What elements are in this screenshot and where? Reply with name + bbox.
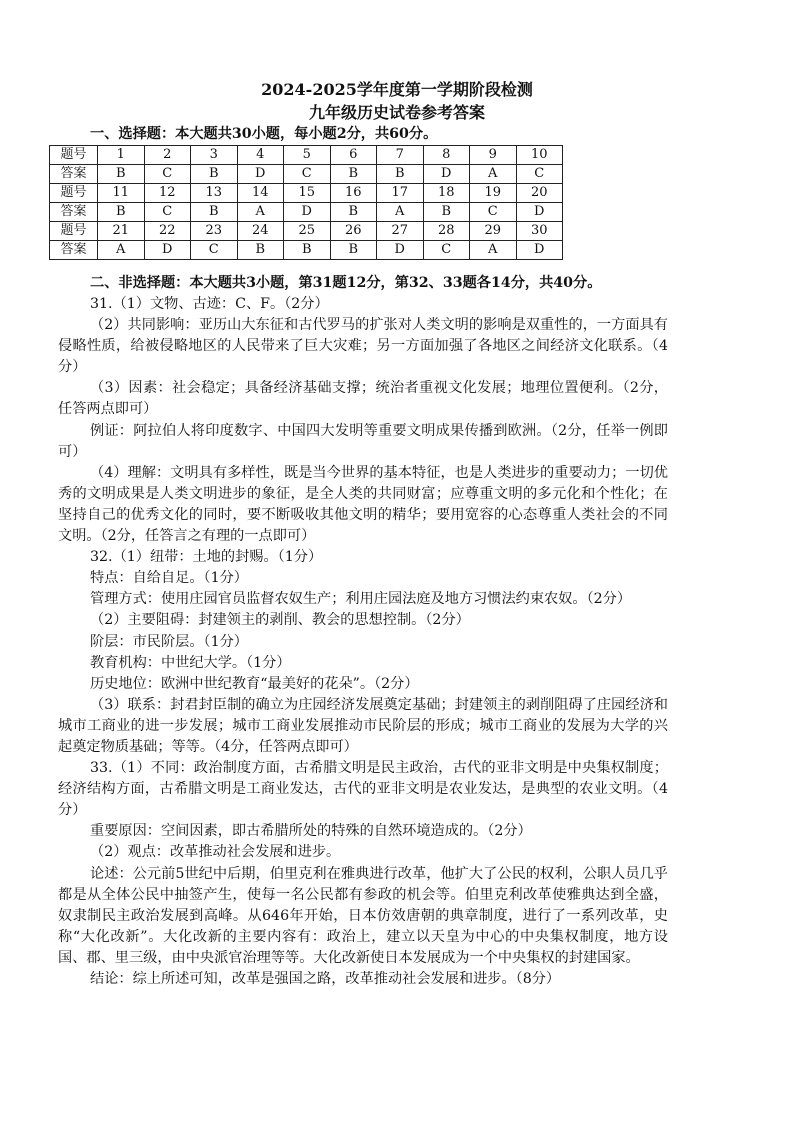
answer-cell: B — [98, 165, 145, 184]
section-1-heading: 一、选择题：本大题共30小题，每小题2分，共60分。 — [90, 126, 438, 142]
answer-cell: B — [191, 165, 238, 184]
question-number-label: 题号 — [50, 146, 98, 165]
question-number-cell: 15 — [284, 184, 331, 203]
section-2-heading: 二、非选择题：本大题共3小题，第31题12分，第32、33题各14分，共40分。 — [90, 275, 602, 291]
answer-33-1: 33.（1）不同：政治制度方面，古希腊文明是民主政治，古代的亚非文明是中央集权制度；经济结构方面，古希腊文明是工商业发达，古代的亚非文明是农业发达，是典型的农业文明。（4分） — [58, 760, 668, 819]
question-number-row — [50, 222, 563, 241]
question-number-cell: 8 — [423, 146, 470, 165]
answer-cell: D — [516, 203, 563, 222]
question-number-cell: 22 — [144, 222, 191, 241]
question-number-cell: 17 — [377, 184, 424, 203]
answer-cell: B — [284, 241, 331, 260]
answer-cell: A — [470, 241, 517, 260]
question-number-cell: 16 — [330, 184, 377, 203]
answer-label: 答案 — [50, 203, 98, 222]
answer-32-feature: 特点：自给自足。（1分） — [90, 570, 248, 587]
answer-cell: D — [377, 241, 424, 260]
answer-33-2: （2）观点：改革推动社会发展和进步。 — [90, 844, 341, 861]
answer-32-institution: 教育机构：中世纪大学。（1分） — [90, 654, 291, 671]
question-number-cell: 3 — [191, 146, 238, 165]
answer-cell: C — [423, 241, 470, 260]
answer-31-2: （2）共同影响：亚历山大东征和古代罗马的扩张对人类文明的影响是双重性的，一方面具有侵略性质，给被侵略地区的人民带来了巨大灾难；另一方面加强了各地区之间经济文化联系。（4分） — [58, 317, 668, 376]
question-number-cell: 7 — [377, 146, 424, 165]
question-number-cell: 5 — [284, 146, 331, 165]
question-number-cell: 26 — [330, 222, 377, 241]
answer-cell: C — [144, 203, 191, 222]
answer-cell: D — [516, 241, 563, 260]
question-number-cell: 14 — [237, 184, 284, 203]
question-number-cell: 11 — [98, 184, 145, 203]
answer-cell: B — [237, 241, 284, 260]
question-number-cell: 28 — [423, 222, 470, 241]
answer-cell: B — [330, 241, 377, 260]
answer-cell: D — [284, 203, 331, 222]
question-number-cell: 30 — [516, 222, 563, 241]
question-number-cell: 23 — [191, 222, 238, 241]
question-number-cell: 19 — [470, 184, 517, 203]
answer-cell: B — [330, 203, 377, 222]
question-number-cell: 2 — [144, 146, 191, 165]
question-number-row — [50, 146, 563, 165]
answer-cell: C — [284, 165, 331, 184]
answer-32-2: （2）主要阻碍：封建领主的剥削、教会的思想控制。（2分） — [90, 612, 470, 629]
answer-31-3: （3）因素：社会稳定；具备经济基础支撑；统治者重视文化发展；地理位置便利。（2分，任答两点即可） — [58, 380, 668, 418]
answer-cell: A — [377, 203, 424, 222]
document-subtitle: 九年级历史试卷参考答案 — [308, 103, 485, 122]
answer-33-conclusion: 结论：综上所述可知，改革是强国之路，改革推动社会发展和进步。（8分） — [90, 971, 561, 987]
answer-32-3: （3）联系：封君封臣制的确立为庄园经济发展奠定基础；封建领主的剥削阻碍了庄园经济和城市工商业的进一步发展；城市工商业发展推动市民阶层的形成；城市工商业的发展为大学的兴起奠定物质基础；等等。（4分，任答两点即可） — [58, 696, 668, 755]
answer-body — [58, 294, 668, 990]
answer-33-argument: 论述：公元前5世纪中后期，伯里克利在雅典进行改革，他扩大了公民的权利，公职人员几乎都是从全体公民中抽签产生，使每一名公民都有参政的机会等。伯里克利改革使雅典达到全盛，奴隶制民主政治发展到高峰。从646年开始，日本仿效唐朝的典章制度，进行了一系列改革，史称“大化改新”。大化改新的主要内容有：政治上，建立以天皇为中心的中央集权制度，地方设国、郡、里三级，由中央派官治理等等。大化改新使日本发展成为一个中央集权的封建国家。 — [58, 865, 668, 966]
question-number-cell: 1 — [98, 146, 145, 165]
question-number-cell: 27 — [377, 222, 424, 241]
answer-cell: B — [423, 203, 470, 222]
answer-cell: A — [98, 241, 145, 260]
answer-cell: B — [191, 203, 238, 222]
question-number-cell: 10 — [516, 146, 563, 165]
answer-cell: C — [144, 165, 191, 184]
answer-cell: A — [237, 203, 284, 222]
question-number-label: 题号 — [50, 222, 98, 241]
answer-31-4: （4）理解：文明具有多样性，既是当今世界的基本特征，也是人类进步的重要动力；一切优秀的文明成果是人类文明进步的象征，是全人类的共同财富；应尊重文明的多元化和个性化；在坚持自己的优秀文化的同时，要不断吸收其他文明的精华；要用宽容的心态尊重人类社会的不同文明。（2分，任答言之有理的一点即可） — [58, 464, 668, 545]
answer-row — [50, 203, 563, 222]
answer-cell: C — [470, 203, 517, 222]
question-number-cell: 6 — [330, 146, 377, 165]
question-number-label: 题号 — [50, 184, 98, 203]
question-number-cell: 4 — [237, 146, 284, 165]
answer-row — [50, 241, 563, 260]
question-number-cell: 21 — [98, 222, 145, 241]
answer-label: 答案 — [50, 241, 98, 260]
answer-cell: B — [377, 165, 424, 184]
document-title: 2024-2025学年度第一学期阶段检测 — [261, 80, 533, 99]
answer-cell: D — [237, 165, 284, 184]
answer-label: 答案 — [50, 165, 98, 184]
question-number-cell: 13 — [191, 184, 238, 203]
answer-cell: B — [330, 165, 377, 184]
answer-33-reason: 重要原因：空间因素，即古希腊所处的特殊的自然环境造成的。（2分） — [90, 823, 532, 840]
answer-row — [50, 165, 563, 184]
question-number-cell: 25 — [284, 222, 331, 241]
answer-32-1: 32.（1）纽带：土地的封赐。（1分） — [90, 549, 323, 566]
answer-cell: D — [144, 241, 191, 260]
answer-32-class: 阶层：市民阶层。（1分） — [90, 633, 248, 650]
answer-32-management: 管理方式：使用庄园官员监督农奴生产；利用庄园法庭及地方习惯法约束农奴。（2分） — [90, 591, 632, 608]
question-number-cell: 18 — [423, 184, 470, 203]
answer-cell: D — [423, 165, 470, 184]
answer-32-status: 历史地位：欧洲中世纪教育“最美好的花朵”。（2分） — [90, 675, 419, 692]
question-number-cell: 9 — [470, 146, 517, 165]
answer-cell: C — [516, 165, 563, 184]
question-number-cell: 24 — [237, 222, 284, 241]
answer-cell: A — [470, 165, 517, 184]
answer-table — [49, 145, 563, 260]
question-number-cell: 12 — [144, 184, 191, 203]
answer-cell: B — [98, 203, 145, 222]
question-number-cell: 20 — [516, 184, 563, 203]
question-number-row — [50, 184, 563, 203]
answer-31-example: 例证：阿拉伯人将印度数字、中国四大发明等重要文明成果传播到欧洲。（2分，任举一例即可） — [58, 422, 668, 460]
answer-31-1: 31.（1）文物、古迹：C、F。（2分） — [90, 296, 329, 312]
answer-cell: C — [191, 241, 238, 260]
question-number-cell: 29 — [470, 222, 517, 241]
